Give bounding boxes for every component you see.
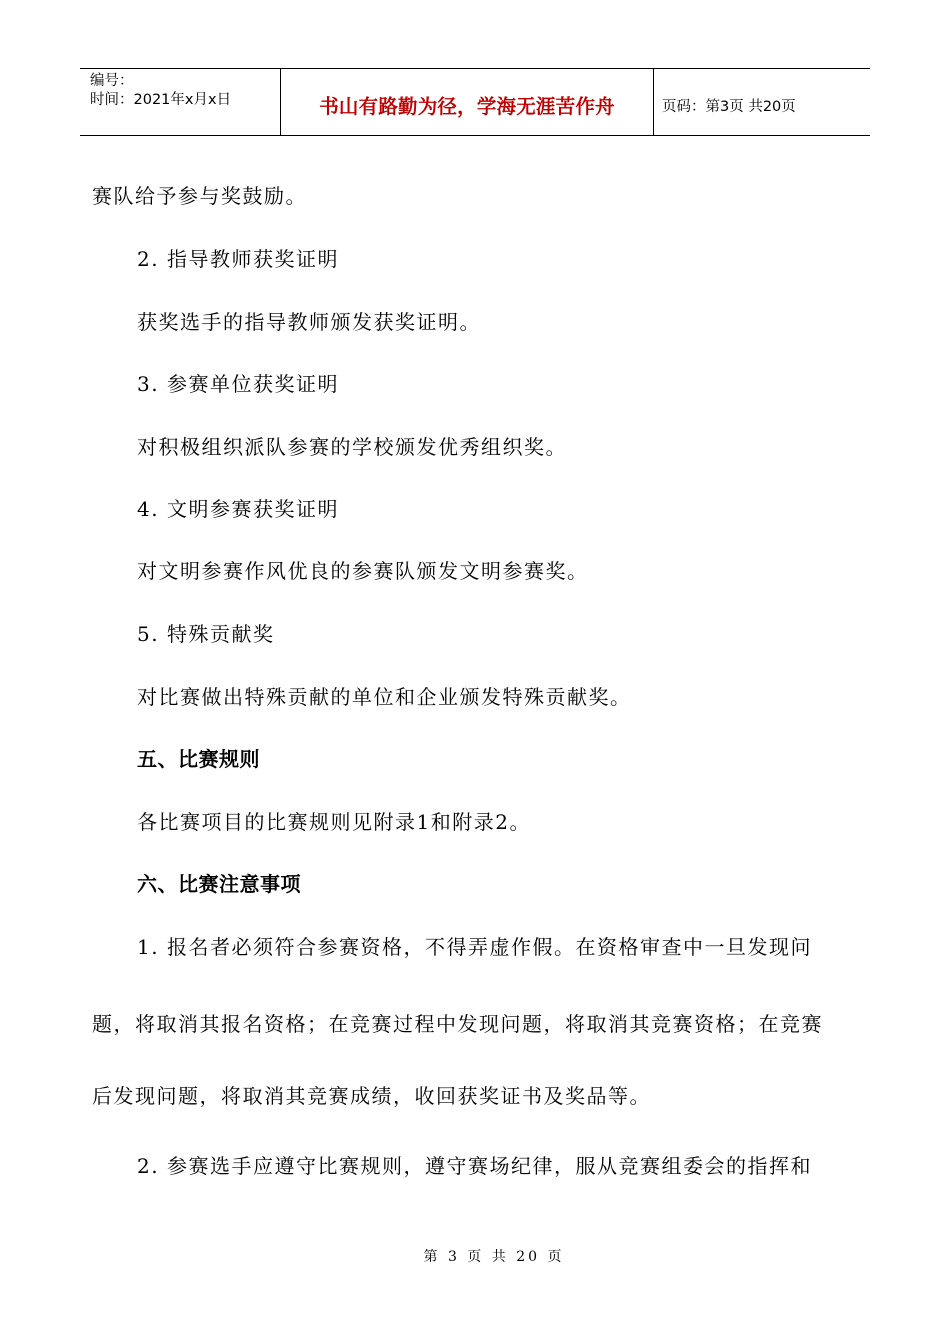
page-info-text: 页码：第3页 共20页 (662, 98, 796, 115)
paragraph-line: 后发现问题，将取消其竞赛成绩，收回获奖证书及奖品等。 (92, 1084, 651, 1108)
document-date: 时间：2021年x月x日 (90, 92, 232, 108)
paragraph-line: 对文明参赛作风优良的参赛队颁发文明参赛奖。 (137, 559, 589, 583)
paragraph-line: 题，将取消其报名资格；在竞赛过程中发现问题，将取消其竞赛资格；在竞赛 (92, 1012, 823, 1036)
header-motto: 书山有路勤为径，学海无涯苦作舟 (319, 95, 615, 118)
header-motto-cell (281, 69, 654, 135)
page-footer: 第 3 页 共 20 页 (423, 1249, 565, 1265)
header-meta (80, 69, 281, 135)
page-header (80, 68, 870, 136)
section-heading-6: 六、比赛注意事项 (137, 872, 301, 896)
paragraph-line: 各比赛项目的比赛规则见附录1和附录2。 (137, 810, 531, 834)
header-page-info (654, 69, 870, 135)
paragraph-line: 对积极组织派队参赛的学校颁发优秀组织奖。 (137, 435, 567, 459)
subheading-5: 5. 特殊贡献奖 (137, 622, 275, 646)
document-number-label: 编号： (90, 73, 134, 89)
paragraph-line: 赛队给予参与奖鼓励。 (92, 184, 307, 208)
paragraph-line: 获奖选手的指导教师颁发获奖证明。 (137, 310, 481, 334)
subheading-2: 2. 指导教师获奖证明 (137, 247, 339, 271)
subheading-3: 3. 参赛单位获奖证明 (137, 372, 339, 396)
paragraph-line: 1. 报名者必须符合参赛资格，不得弄虚作假。在资格审查中一旦发现问 (137, 935, 812, 959)
subheading-4: 4. 文明参赛获奖证明 (137, 497, 339, 521)
section-heading-5: 五、比赛规则 (137, 747, 260, 771)
paragraph-line: 2. 参赛选手应遵守比赛规则，遵守赛场纪律，服从竞赛组委会的指挥和 (137, 1154, 812, 1178)
paragraph-line: 对比赛做出特殊贡献的单位和企业颁发特殊贡献奖。 (137, 685, 632, 709)
